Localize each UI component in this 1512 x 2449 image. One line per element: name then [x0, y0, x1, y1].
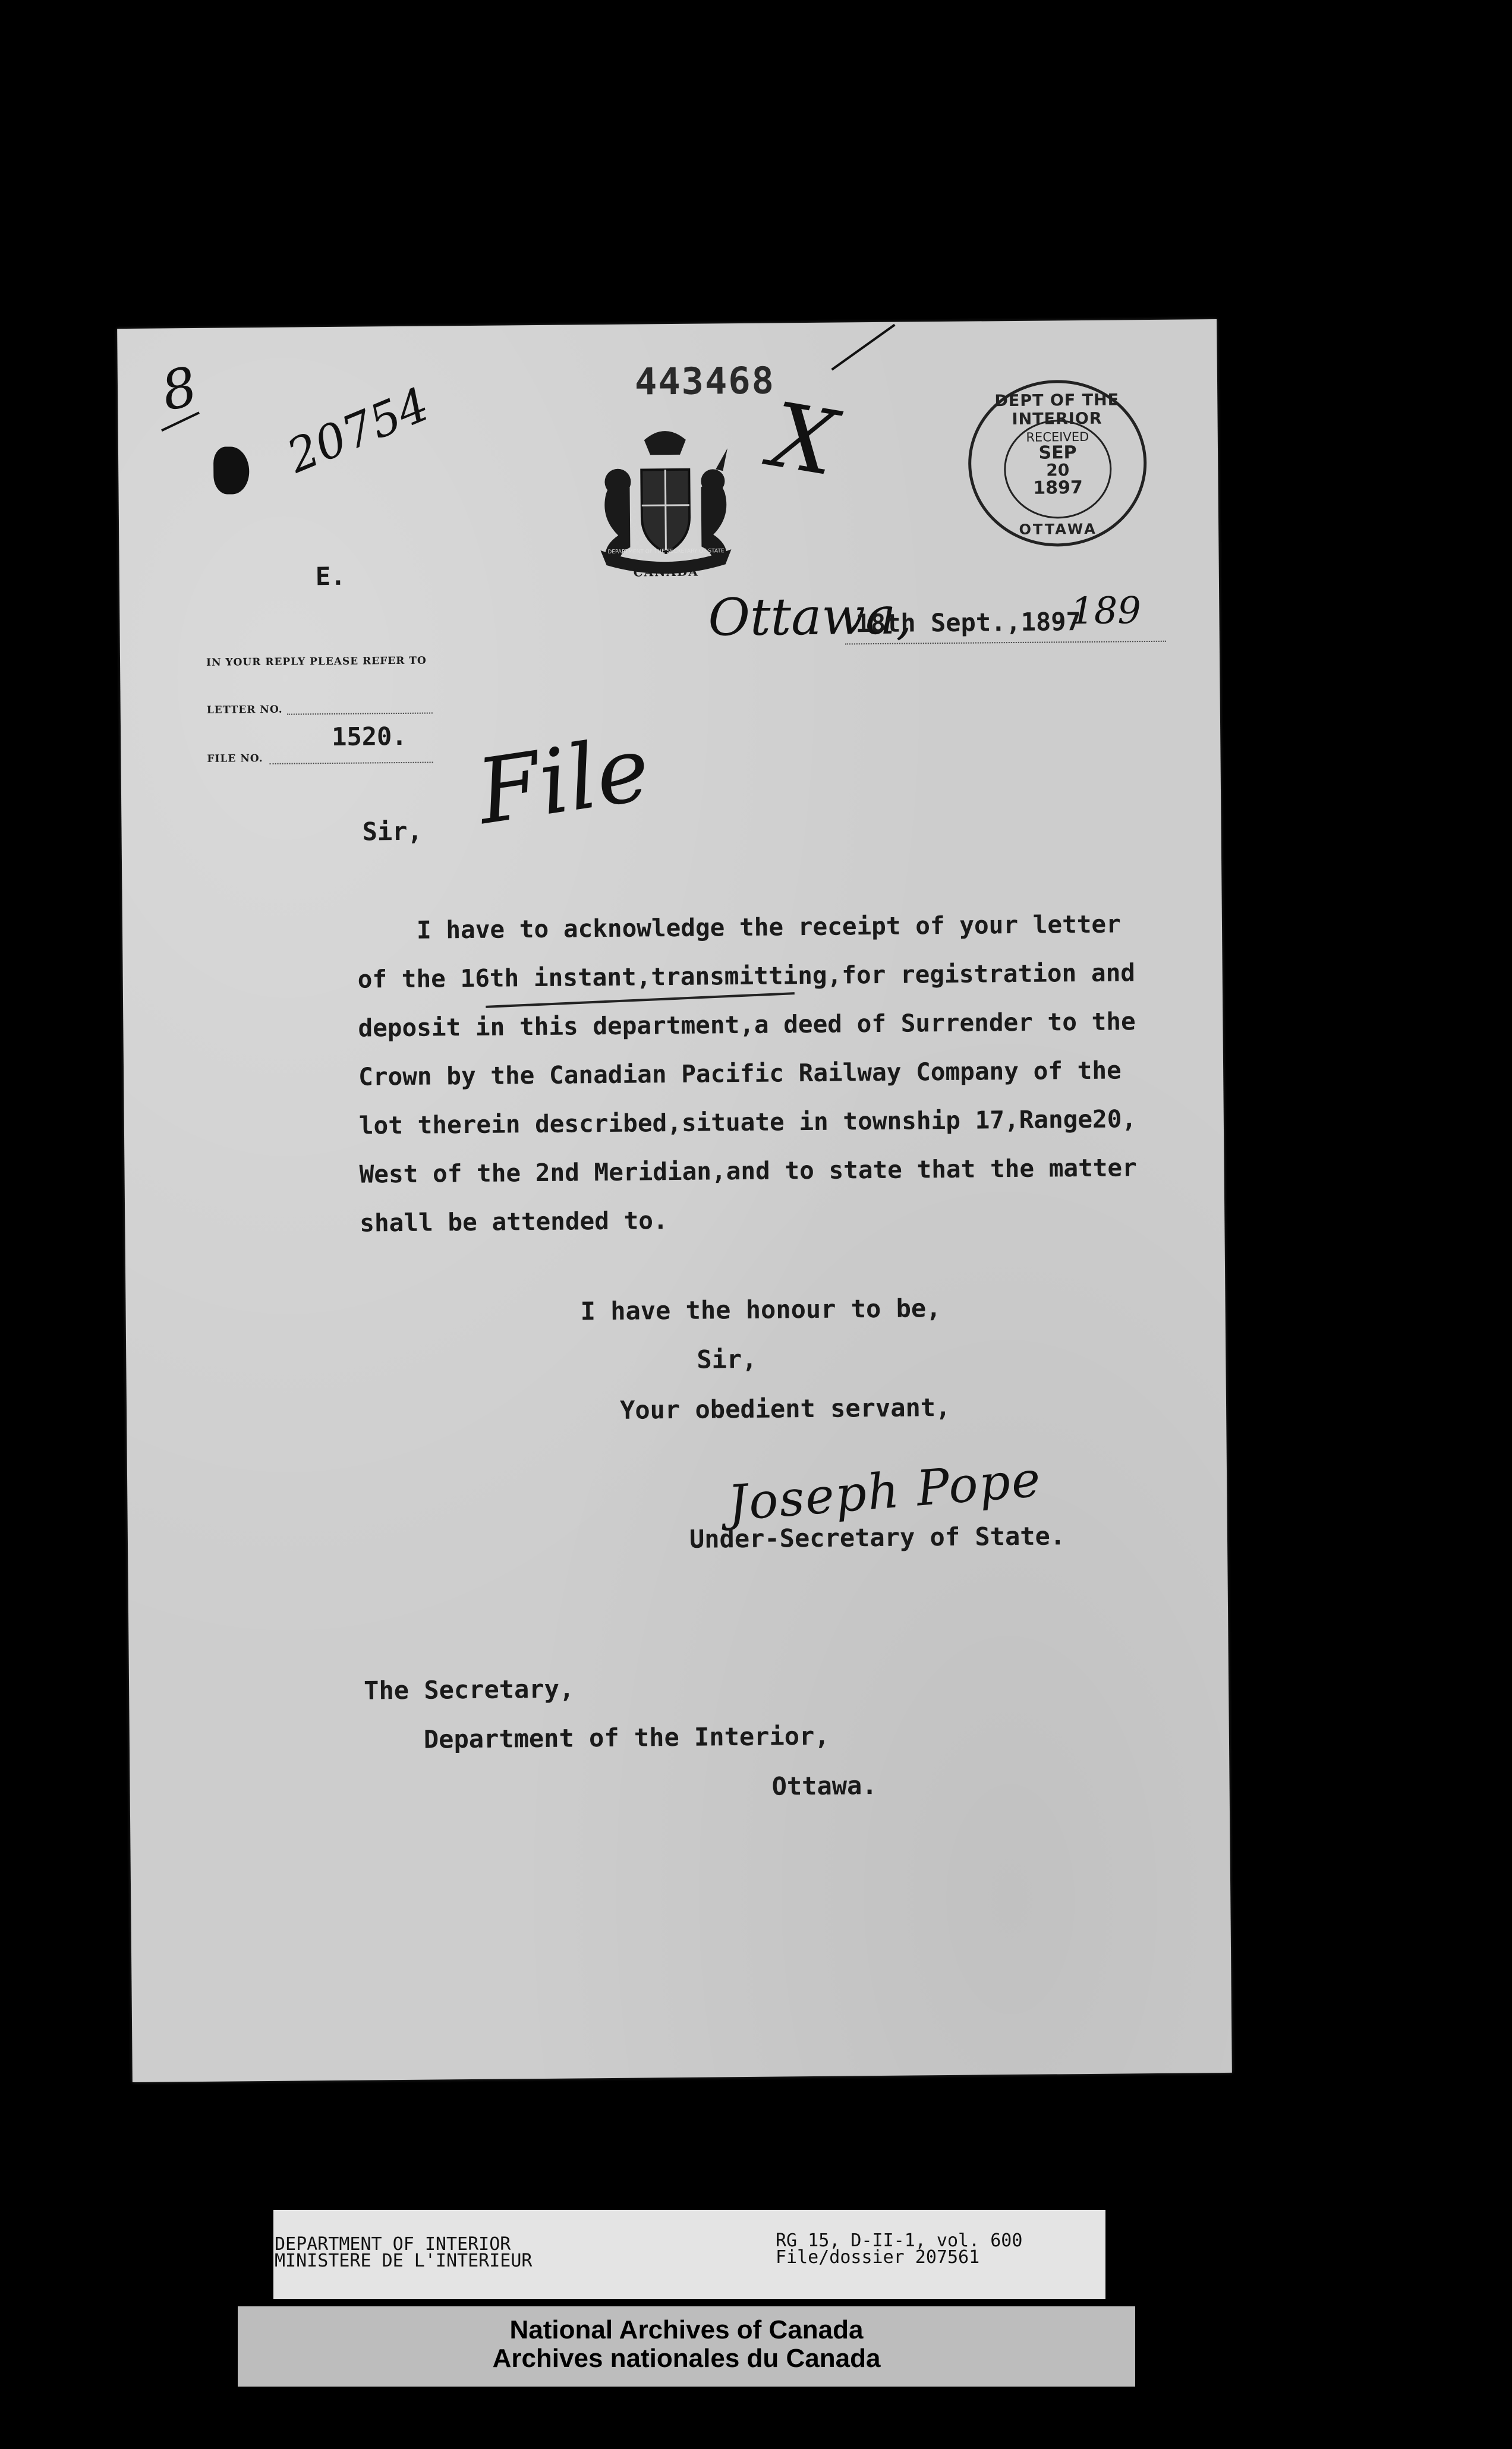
signature: Joseph Pope	[726, 1451, 1044, 1532]
stamp-month: SEP	[1038, 442, 1077, 464]
letter-page	[117, 319, 1232, 2082]
closing-1: I have the honour to be,	[580, 1293, 941, 1326]
addressee-2: Department of the Interior,	[423, 1721, 830, 1754]
body-line: shall be attended to.	[360, 1206, 668, 1238]
addressee-3: Ottawa.	[771, 1771, 877, 1801]
handwritten-x-mark: X	[764, 383, 844, 496]
crest-caption: CANADA	[633, 564, 699, 580]
check-mark-stroke	[831, 324, 895, 371]
stamp-day: 20	[1046, 460, 1070, 480]
letter-body	[357, 899, 1138, 1247]
addressee-1: The Secretary,	[363, 1674, 575, 1705]
date-year-handwritten: 189	[1070, 588, 1142, 633]
letter-no-label: LETTER NO.	[206, 703, 283, 716]
place-handwritten: Ottawa,	[708, 586, 912, 648]
reply-refer-label: IN YOUR REPLY PLEASE REFER TO	[206, 654, 427, 669]
letter-no-line	[287, 713, 433, 715]
date-typed: 18th Sept.,1897	[855, 606, 1082, 638]
label-dept-en: DEPARTMENT OF INTERIOR	[275, 2234, 511, 2255]
closing-2: Sir,	[697, 1344, 757, 1374]
banner-line-fr: Archives nationales du Canada	[492, 2344, 881, 2373]
body-line: deposit in this department,a deed of Surrender to the	[358, 1007, 1136, 1043]
stamp-year: 1897	[1033, 477, 1083, 499]
banner-line-en: National Archives of Canada	[509, 2315, 864, 2344]
body-line: Crown by the Canadian Pacific Railway Company of the	[358, 1056, 1122, 1091]
label-dept-fr: MINISTERE DE L'INTERIEUR	[275, 2250, 533, 2271]
stamp-inner-ring	[1004, 420, 1112, 520]
stamp-bottom-text: OTTAWA	[1019, 520, 1097, 538]
label-rg-reference: RG 15, D-II-1, vol. 600	[776, 2230, 1023, 2251]
signer-title: Under-Secretary of State.	[689, 1521, 1066, 1554]
stamp-received: RECEIVED	[1026, 429, 1089, 445]
received-stamp	[968, 379, 1147, 547]
body-line: lot therein described,situate in township 17,Range20,	[358, 1104, 1137, 1140]
archive-banner	[238, 2306, 1135, 2387]
stamp-outer-text: DEPT OF THE INTERIOR	[994, 391, 1120, 429]
handwritten-file-number: 20754	[279, 377, 437, 484]
body-line: I have to acknowledge the receipt of your letter	[416, 909, 1122, 945]
archive-reference-label	[273, 2210, 1105, 2299]
marginal-note: 8	[156, 355, 203, 424]
ink-blot	[213, 446, 250, 495]
file-no-label: FILE NO.	[207, 753, 263, 765]
body-line: of the 16th instant,transmitting,for registration and	[357, 958, 1136, 994]
series-letter: E.	[315, 561, 346, 591]
label-file-dossier: File/dossier 207561	[776, 2247, 980, 2268]
crest-ribbon-text: DEPARTMENT OF THE SECRETARY OF STATE	[607, 548, 724, 555]
salutation: Sir,	[362, 816, 423, 846]
file-no-value: 1520.	[331, 721, 407, 752]
handwritten-file-annotation: File	[471, 717, 656, 845]
file-no-line	[270, 762, 433, 764]
body-line: West of the 2nd Meridian,and to state that the matter	[359, 1153, 1138, 1189]
closing-3: Your obedient servant,	[619, 1392, 951, 1425]
stamped-number: 443468	[634, 358, 776, 404]
